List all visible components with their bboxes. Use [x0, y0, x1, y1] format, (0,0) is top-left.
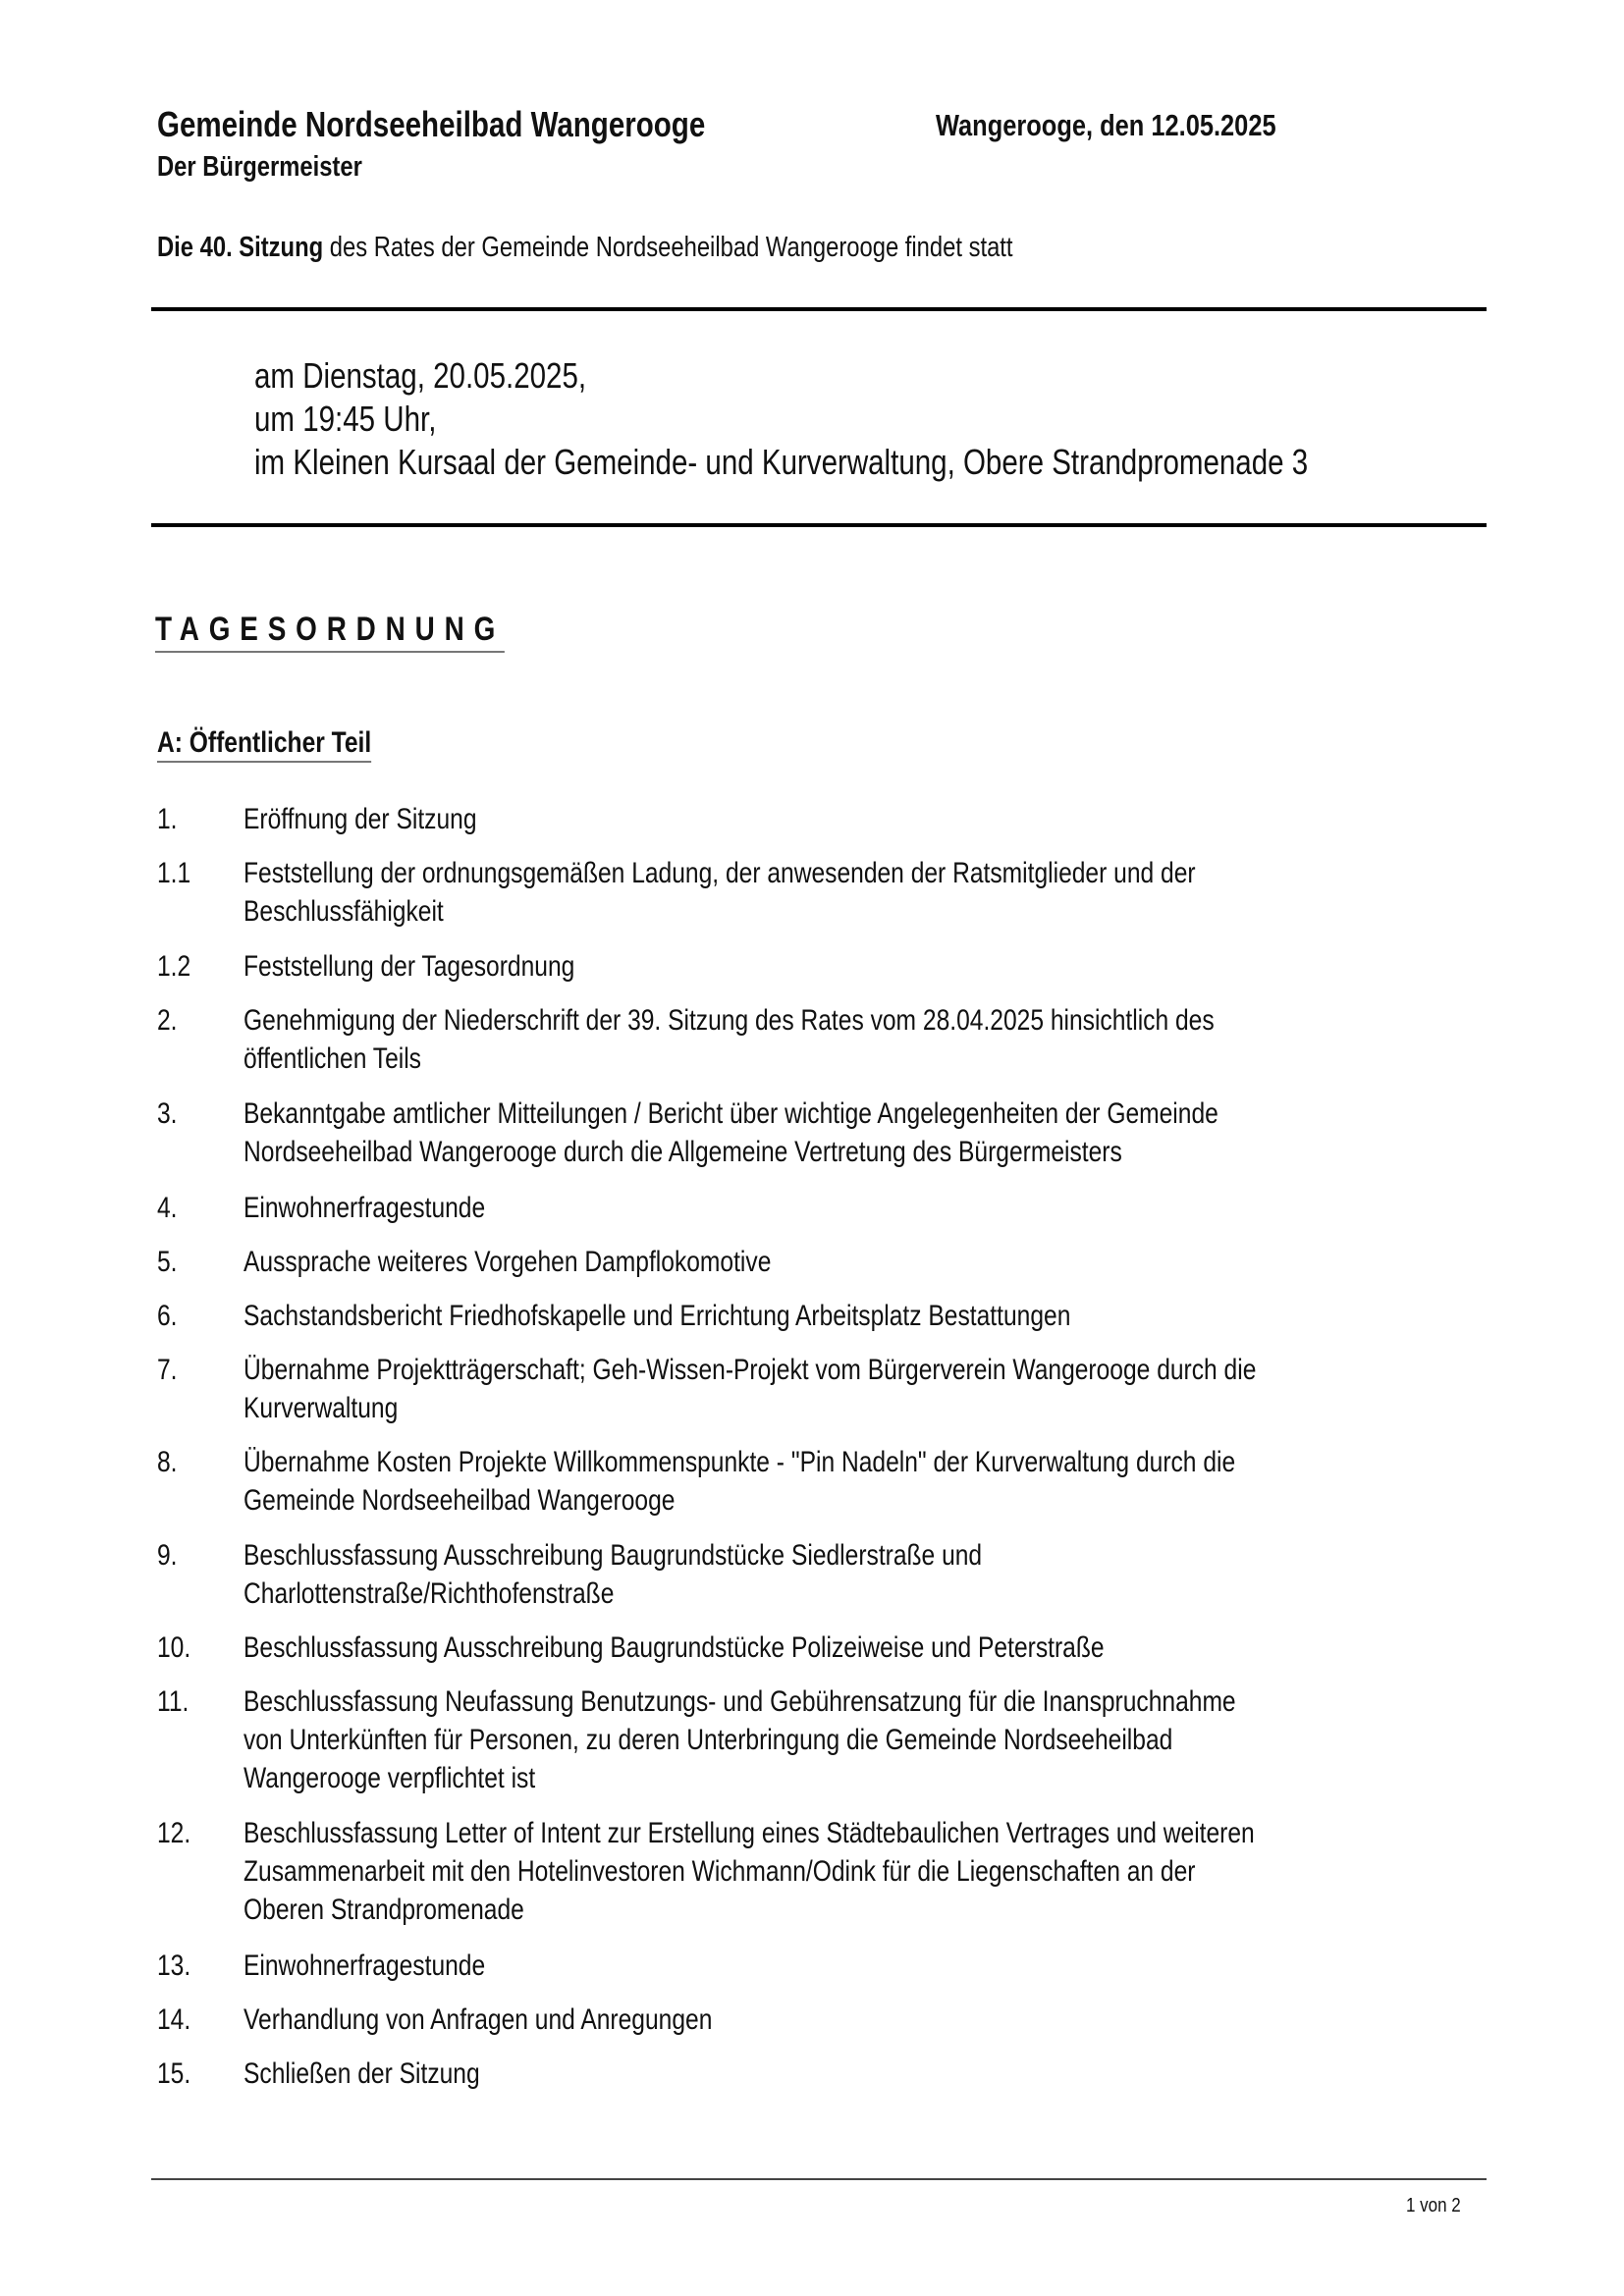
divider-bottom [151, 523, 1487, 527]
agenda-item-number: 12. [157, 1817, 191, 1849]
agenda-item-text [244, 1629, 1105, 1667]
agenda-item-number: 15. [157, 2057, 191, 2090]
page-number: 1 von 2 [1406, 2195, 1461, 2216]
agenda-item-text [244, 800, 477, 838]
agenda-item-number: 14. [157, 2003, 191, 2036]
agenda-item-line: von Unterkünften für Personen, zu deren Unterbringung die Gemeinde Nordseeheilbad [244, 1724, 1173, 1756]
agenda-item-number: 2. [157, 1004, 178, 1037]
agenda-item-line: Beschlussfassung Letter of Intent zur Erstellung eines Städtebaulichen Vertrages und weiteren [244, 1817, 1255, 1849]
agenda-item-text [244, 2055, 480, 2093]
section-title-public: A: Öffentlicher Teil [157, 726, 371, 763]
agenda-item-text [244, 1682, 1236, 1797]
agenda-item-line: Wangerooge verpflichtet ist [244, 1762, 536, 1794]
agenda-item-number: 13. [157, 1949, 191, 1982]
agenda-item-line: Beschlussfassung Ausschreibung Baugrundstücke Siedlerstraße und [244, 1539, 983, 1572]
agenda-item-line: Feststellung der Tagesordnung [244, 950, 575, 983]
agenda-item-number: 4. [157, 1192, 178, 1224]
agenda-item-line: Verhandlung von Anfragen und Anregungen [244, 2003, 713, 2036]
agenda-item-line: Eröffnung der Sitzung [244, 803, 477, 835]
agenda-item-text [244, 1351, 1256, 1427]
agenda-item-number: 1.2 [157, 950, 191, 983]
agenda-item-number: 5. [157, 1246, 178, 1278]
agenda-item-text [244, 1814, 1255, 1929]
agenda-item-line: Beschlussfassung Ausschreibung Baugrundstücke Polizeiweise und Peterstraße [244, 1631, 1105, 1664]
divider-top [151, 307, 1487, 311]
agenda-item-line: Beschlussfähigkeit [244, 895, 444, 928]
agenda-item-number: 6. [157, 1300, 178, 1332]
meeting-time: um 19:45 Uhr, [254, 399, 437, 439]
agenda-item-line: Gemeinde Nordseeheilbad Wangerooge [244, 1484, 676, 1517]
agenda-item-text [244, 1095, 1218, 1171]
organization-name: Gemeinde Nordseeheilbad Wangerooge [157, 104, 706, 144]
agenda-item-line: Übernahme Projektträgerschaft; Geh-Wissen-Projekt vom Bürgerverein Wangerooge durch die [244, 1354, 1257, 1386]
agenda-item-line: Feststellung der ordnungsgemäßen Ladung, der anwesenden der Ratsmitglieder und der [244, 857, 1196, 889]
agenda-item-number: 11. [157, 1685, 189, 1718]
agenda-item-number: 1.1 [157, 857, 191, 889]
agenda-item-text [244, 1297, 1070, 1335]
agenda-item-number: 10. [157, 1631, 191, 1664]
meeting-location: im Kleinen Kursaal der Gemeinde- und Kurverwaltung, Obere Strandpromenade 3 [254, 442, 1309, 482]
agenda-item-line: Kurverwaltung [244, 1392, 399, 1424]
agenda-item-number: 8. [157, 1446, 178, 1478]
agenda-item-number: 7. [157, 1354, 178, 1386]
agenda-item-line: Bekanntgabe amtlicher Mitteilungen / Bericht über wichtige Angelegenheiten der Gemeinde [244, 1097, 1218, 1130]
agenda-item-line: Genehmigung der Niederschrift der 39. Sitzung des Rates vom 28.04.2025 hinsichtlich des [244, 1004, 1215, 1037]
meeting-date: am Dienstag, 20.05.2025, [254, 355, 587, 396]
agenda-item-number: 1. [157, 803, 178, 835]
place-and-date: Wangerooge, den 12.05.2025 [936, 108, 1276, 142]
agenda-item-text [244, 1001, 1215, 1078]
agenda-item-line: Charlottenstraße/Richthofenstraße [244, 1577, 615, 1610]
agenda-item-text [244, 854, 1196, 931]
agenda-item-line: Nordseeheilbad Wangerooge durch die Allgemeine Vertretung des Bürgermeisters [244, 1136, 1122, 1168]
agenda-item-text [244, 947, 574, 986]
meeting-intro [157, 232, 1013, 264]
agenda-item-text [244, 1243, 771, 1281]
session-number: Die 40. Sitzung [157, 232, 324, 263]
agenda-item-line: Aussprache weiteres Vorgehen Dampflokomotive [244, 1246, 772, 1278]
agenda-item-line: Einwohnerfragestunde [244, 1192, 486, 1224]
agenda-item-text [244, 2001, 712, 2039]
agenda-item-number: 3. [157, 1097, 178, 1130]
agenda-item-line: Einwohnerfragestunde [244, 1949, 486, 1982]
agenda-title: TAGESORDNUNG [155, 611, 505, 653]
agenda-item-line: Oberen Strandpromenade [244, 1894, 524, 1926]
intro-text: des Rates der Gemeinde Nordseeheilbad Wangerooge findet statt [323, 232, 1013, 263]
agenda-item-line: Schließen der Sitzung [244, 2057, 480, 2090]
agenda-item-text [244, 1443, 1235, 1520]
agenda-item-line: Übernahme Kosten Projekte Willkommenspunkte - "Pin Nadeln" der Kurverwaltung durch die [244, 1446, 1236, 1478]
agenda-item-number: 9. [157, 1539, 178, 1572]
footer-divider [151, 2178, 1487, 2180]
agenda-item-line: Sachstandsbericht Friedhofskapelle und Errichtung Arbeitsplatz Bestattungen [244, 1300, 1071, 1332]
agenda-item-line: Beschlussfassung Neufassung Benutzungs- und Gebührensatzung für die Inanspruchnahme [244, 1685, 1236, 1718]
agenda-item-line: Zusammenarbeit mit den Hotelinvestoren Wichmann/Odink für die Liegenschaften an der [244, 1855, 1196, 1888]
agenda-item-text [244, 1189, 485, 1227]
agenda-item-text [244, 1536, 982, 1613]
sender-title: Der Bürgermeister [157, 151, 362, 183]
agenda-item-line: öffentlichen Teils [244, 1042, 421, 1075]
agenda-item-text [244, 1947, 485, 1985]
